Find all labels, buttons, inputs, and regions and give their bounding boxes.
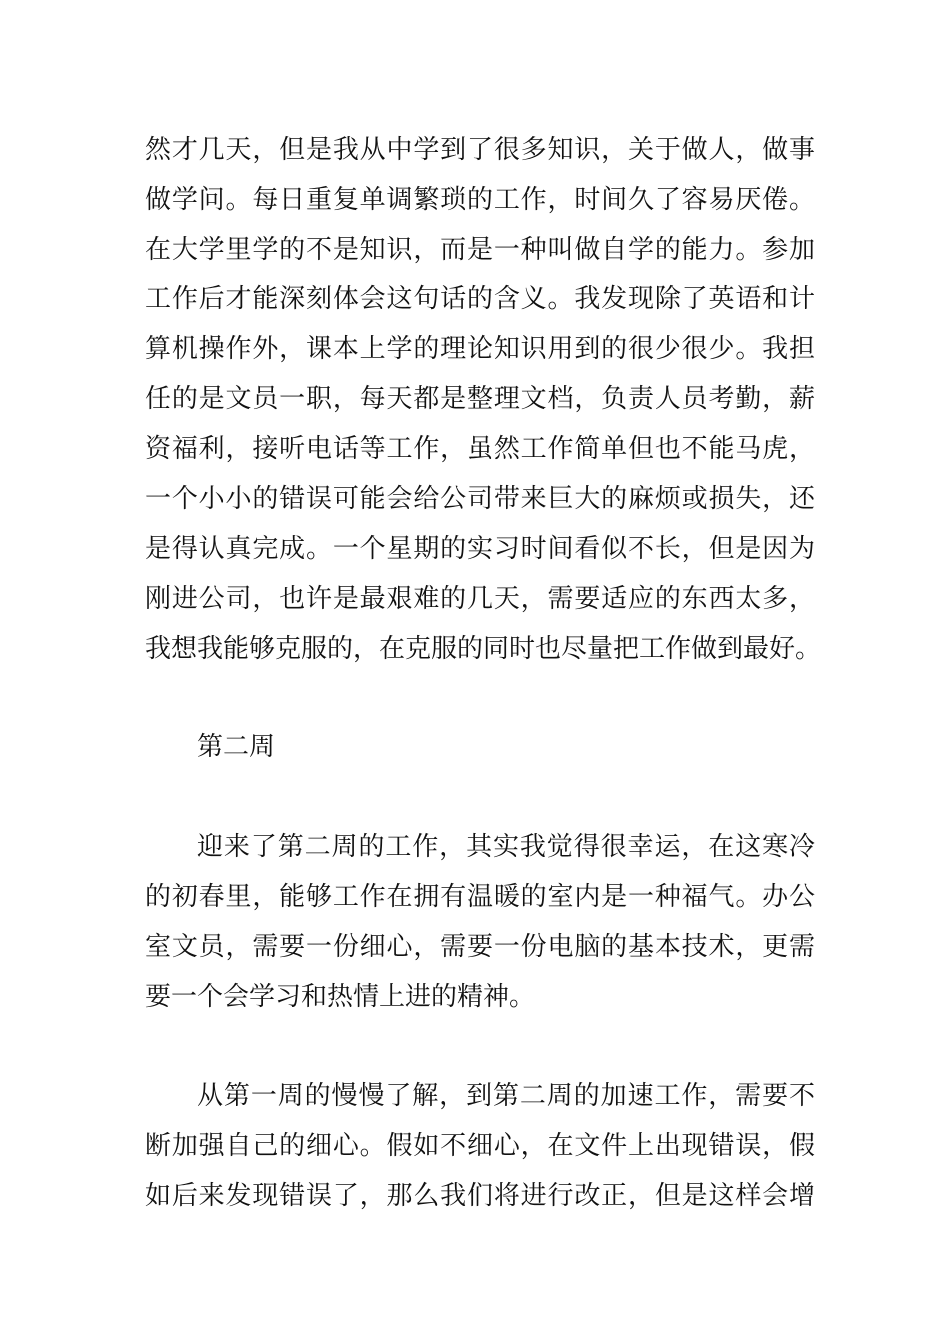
paragraph-line: 任的是文员一职，每天都是整理文档，负责人员考勤，薪 — [145, 384, 815, 414]
paragraph-line: 然才几天，但是我从中学到了很多知识，关于做人，做事 — [145, 135, 815, 165]
paragraph-line: 是得认真完成。一个星期的实习时间看似不长，但是因为 — [145, 534, 815, 564]
paragraph-line: 做学问。每日重复单调繁琐的工作，时间久了容易厌倦。 — [145, 185, 815, 215]
paragraph-line: 在大学里学的不是知识，而是一种叫做自学的能力。参加 — [145, 235, 815, 265]
paragraph-line: 室文员，需要一份细心，需要一份电脑的基本技术，更需 — [145, 932, 815, 962]
section-heading: 第二周 — [197, 732, 276, 762]
paragraph-line: 算机操作外，课本上学的理论知识用到的很少很少。我担 — [145, 334, 815, 364]
paragraph-line: 工作后才能深刻体会这句话的含义。我发现除了英语和计 — [145, 284, 815, 314]
paragraph-line: 资福利，接听电话等工作，虽然工作简单但也不能马虎， — [145, 434, 815, 464]
paragraph-line: 一个小小的错误可能会给公司带来巨大的麻烦或损失，还 — [145, 484, 815, 514]
paragraph-line: 的初春里，能够工作在拥有温暖的室内是一种福气。办公 — [145, 882, 815, 912]
paragraph-line: 断加强自己的细心。假如不细心，在文件上出现错误，假 — [145, 1131, 815, 1161]
paragraph-line: 我想我能够克服的，在克服的同时也尽量把工作做到最好。 — [145, 634, 822, 664]
paragraph-line: 从第一周的慢慢了解，到第二周的加速工作，需要不 — [197, 1081, 815, 1111]
paragraph-line: 刚进公司，也许是最艰难的几天，需要适应的东西太多， — [145, 584, 815, 614]
paragraph-line: 迎来了第二周的工作，其实我觉得很幸运，在这寒冷 — [197, 832, 815, 862]
paragraph-line: 要一个会学习和热情上进的精神。 — [145, 982, 536, 1012]
paragraph-line: 如后来发现错误了，那么我们将进行改正，但是这样会增 — [145, 1181, 815, 1211]
